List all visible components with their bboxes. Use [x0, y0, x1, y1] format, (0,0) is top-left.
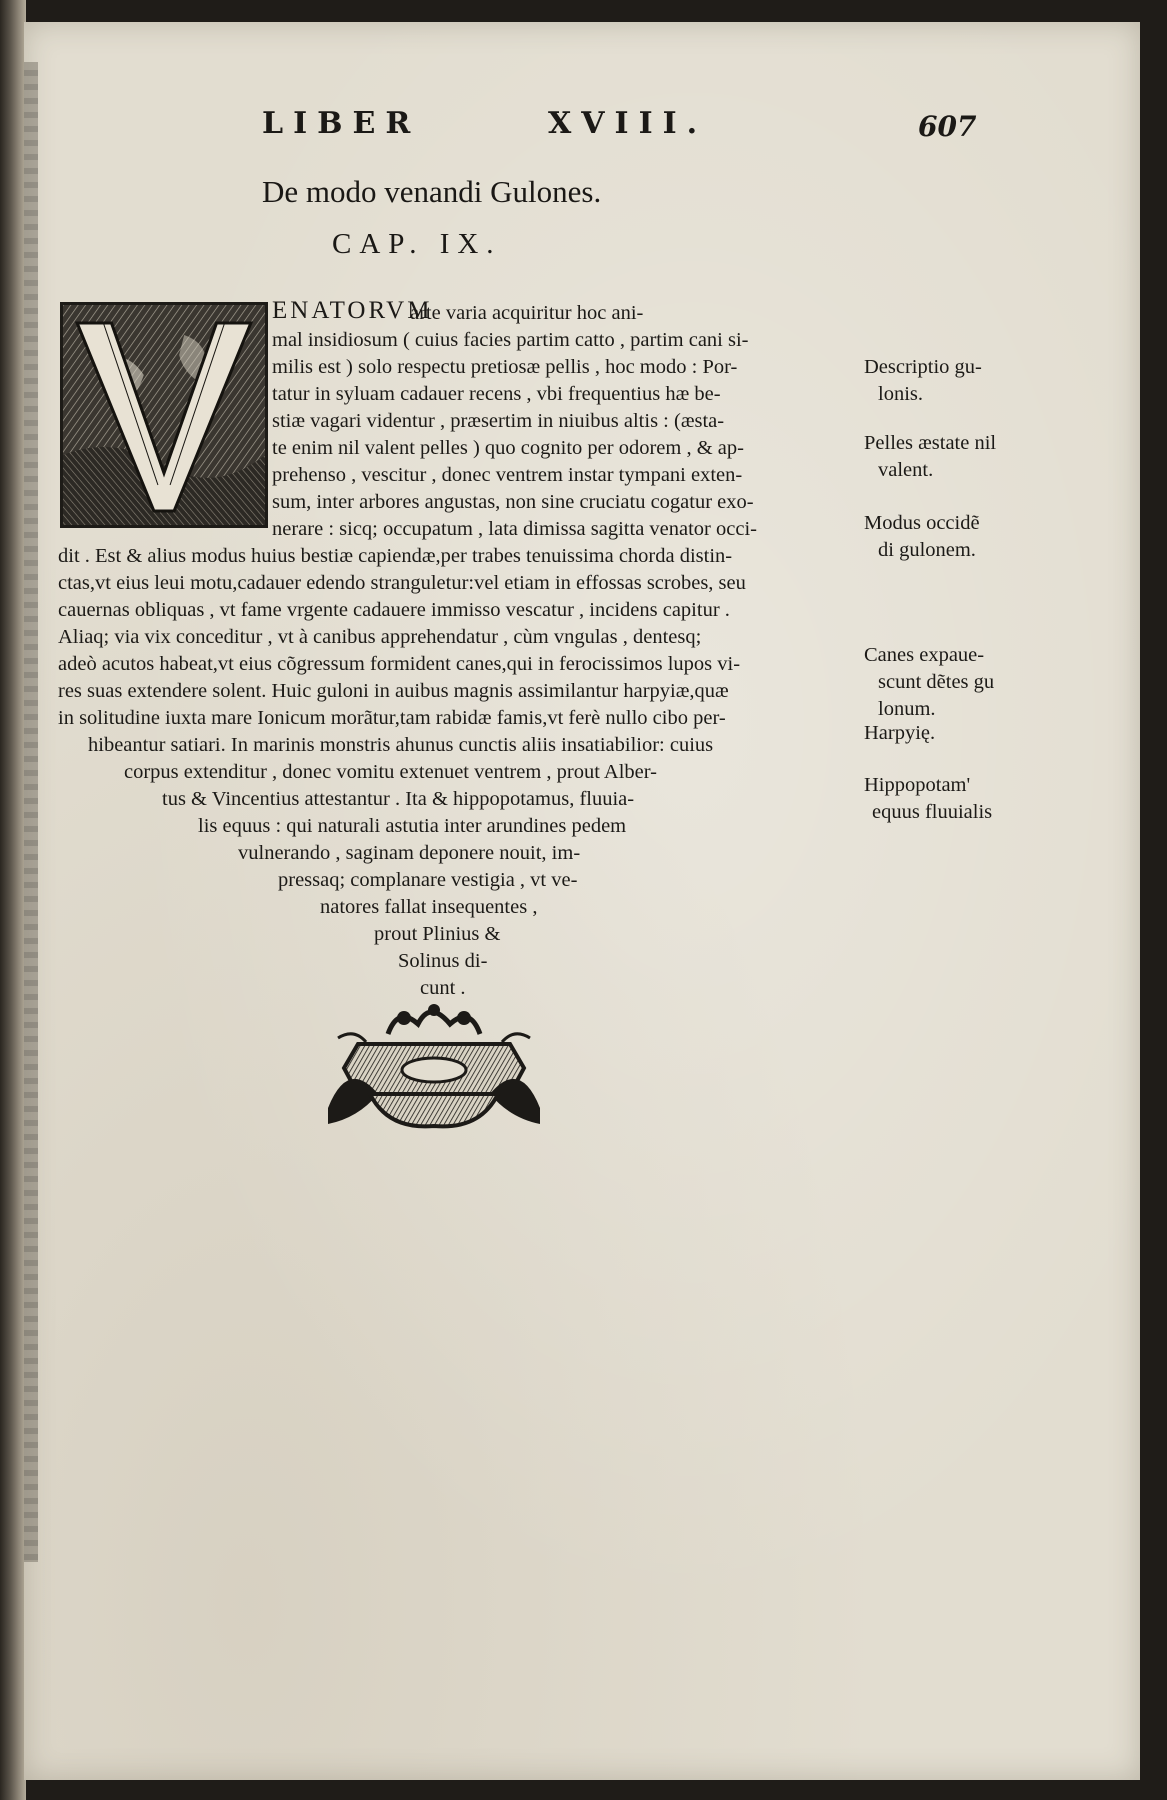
- marginal-line: equus fluuialis: [872, 801, 993, 824]
- text-line: prout Plinius &: [374, 923, 501, 945]
- marginal-line: Hippopotam': [864, 774, 971, 796]
- page-edge: [24, 62, 38, 1562]
- running-head-book: LIBER: [262, 106, 421, 141]
- chapter-title: De modo venandi Gulones.: [262, 174, 602, 209]
- text-line: te enim nil valent pelles ) quo cognito per odorem , & ap-: [272, 437, 744, 459]
- marginal-line: lonum.: [878, 698, 936, 721]
- text-line: mal insidiosum ( cuius facies partim catto , partim cani si-: [272, 329, 749, 351]
- marginal-line: Canes expaue-: [864, 644, 985, 666]
- marginal-note-modus: [864, 510, 980, 564]
- marginal-note-descriptio: [864, 354, 982, 408]
- text-line: nerare : sicq; occupatum , lata dimissa sagitta venator occi-: [272, 518, 757, 540]
- text-line: stiæ vagari videntur , præsertim in niuibus altis : (æsta-: [272, 410, 725, 432]
- text-line: corpus extenditur , donec vomitu extenuet ventrem , prout Alber-: [124, 761, 658, 783]
- text-line: tatur in syluam cadauer recens , vbi frequentius hæ be-: [272, 383, 721, 405]
- text-line: dit . Est & alius modus huius bestiæ capiendæ,per trabes tenuissima chorda distin-: [58, 545, 733, 567]
- text-line: cunt .: [420, 977, 466, 999]
- text-line: in solitudine iuxta mare Ionicum morãtur,tam rabidæ famis,vt ferè nullo cibo per-: [58, 707, 726, 729]
- text-line: hibeantur satiari. In marinis monstris ahunus cunctis aliis insatiabilior: cuius: [88, 734, 714, 756]
- text-line: natores fallat insequentes ,: [320, 896, 538, 918]
- marginal-note-harpyiae: [864, 720, 935, 747]
- marginal-note-pelles: [864, 430, 996, 484]
- marginal-line: Descriptio gu-: [864, 356, 982, 378]
- text-line: Solinus di-: [398, 950, 488, 972]
- opening-word: ENATORVM: [272, 297, 433, 324]
- text-line: pressaq; complanare vestigia , vt ve-: [278, 869, 578, 891]
- text-line: vulnerando , saginam deponere nouit, im-: [238, 842, 581, 864]
- book-binding: [0, 0, 26, 1800]
- text-line: milis est ) solo respectu pretiosæ pellis , hoc modo : Por-: [272, 356, 738, 378]
- marginal-line: di gulonem.: [878, 539, 976, 562]
- text-line: lis equus : qui naturali astutia inter arundines pedem: [198, 815, 627, 837]
- book-page: [24, 22, 1140, 1780]
- marginal-line: lonis.: [878, 383, 923, 406]
- text-line: tus & Vincentius attestantur . Ita & hippopotamus, fluuia-: [162, 788, 635, 810]
- text-line: arte varia acquiritur hoc ani-: [410, 302, 644, 324]
- running-head: [262, 106, 982, 146]
- text-line: adeò acutos habeat,vt eius cõgressum formident canes,qui in ferocissimos lupos vi-: [58, 653, 741, 675]
- marginal-line: Harpyię.: [864, 722, 936, 744]
- marginal-note-canes: [864, 642, 994, 724]
- text-line: prehenso , vescitur , donec ventrem instar tympani exten-: [272, 464, 743, 486]
- page-number: 607: [918, 110, 977, 143]
- text-line: sum, inter arbores angustas, non sine cruciatu cogatur exo-: [272, 491, 754, 513]
- text-line: ctas,vt eius leui motu,cadauer edendo stranguletur:vel etiam in effossas scrobes, seu: [58, 572, 746, 594]
- running-head-book-number: XVIII.: [548, 106, 708, 141]
- marginal-line: scunt dẽtes gu: [878, 671, 995, 694]
- text-line: res suas extendere solent. Huic guloni in auibus magnis assimilantur harpyiæ,quæ: [58, 680, 729, 702]
- decorated-initial-v: [60, 302, 268, 528]
- text-line: cauernas obliquas , vt fame vrgente cadauere immisso vescatur , incidens capitur .: [58, 599, 730, 621]
- text-line: Aliaq; via vix conceditur , vt à canibus apprehendatur , cùm vngulas , dentesq;: [58, 626, 702, 648]
- marginal-line: Modus occidẽ: [864, 512, 980, 534]
- chapter-number: CAP. IX.: [332, 228, 502, 260]
- marginal-line: valent.: [878, 459, 934, 482]
- marginal-line: Pelles æstate nil: [864, 432, 997, 454]
- tailpiece-ornament: [318, 998, 550, 1138]
- marginal-note-hippopotamus: [864, 772, 992, 826]
